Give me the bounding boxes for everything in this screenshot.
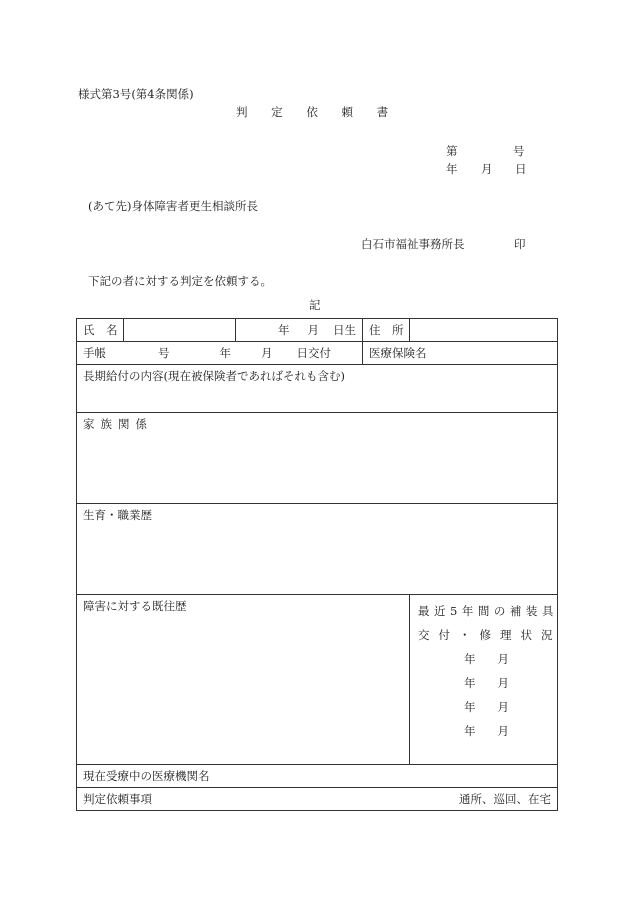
title-char: 依 bbox=[306, 105, 318, 119]
family-row bbox=[77, 413, 558, 504]
history-label: 障害に対する既往歴 bbox=[83, 599, 187, 613]
date-day: 日 bbox=[515, 162, 527, 176]
title-char: 書 bbox=[376, 105, 389, 119]
birth-day-label: 日生 bbox=[333, 323, 356, 337]
equipment-month-label: 月 bbox=[497, 724, 509, 738]
document-title bbox=[236, 104, 408, 120]
form-number: 様式第3号(第4条関係) bbox=[78, 87, 194, 101]
long-term-benefit-label: 長期給付の内容(現在被保険者であればそれも含む) bbox=[83, 369, 345, 383]
sender-name: 白石市福祉事務所長 bbox=[361, 237, 465, 251]
issue-day-label: 日交付 bbox=[296, 346, 331, 360]
intro-text: 下記の者に対する判定を依頼する。 bbox=[88, 274, 272, 288]
issue-year-label: 年 bbox=[219, 346, 231, 360]
equipment-month-label: 月 bbox=[497, 676, 509, 690]
addressee: (あて先)身体障害者更生相談所長 bbox=[88, 199, 258, 213]
date-month: 月 bbox=[481, 162, 493, 176]
current-medical-row bbox=[77, 765, 558, 788]
request-form-table bbox=[76, 318, 562, 811]
equipment-year-label: 年 bbox=[464, 676, 476, 690]
name-row bbox=[77, 319, 558, 342]
name-label: 氏 名 bbox=[77, 319, 124, 342]
equipment-month-label: 月 bbox=[497, 700, 509, 714]
notebook-number-label: 号 bbox=[158, 346, 170, 360]
address-field[interactable] bbox=[410, 319, 558, 342]
career-row bbox=[77, 504, 558, 595]
equipment-field[interactable] bbox=[410, 595, 562, 765]
current-medical-label: 現在受療中の医療機関名 bbox=[83, 769, 210, 783]
notebook-row bbox=[77, 342, 558, 365]
family-label: 家族関係 bbox=[83, 417, 153, 431]
equipment-year-label: 年 bbox=[464, 652, 476, 666]
request-items-field[interactable] bbox=[77, 788, 558, 811]
document-number-suffix: 号 bbox=[513, 144, 525, 158]
insurance-field[interactable] bbox=[363, 342, 558, 365]
history-row bbox=[77, 595, 558, 765]
date-year: 年 bbox=[446, 162, 458, 176]
request-items-label: 判定依頼事項 bbox=[83, 792, 152, 806]
birth-year-label: 年 bbox=[278, 323, 290, 337]
title-char: 判 bbox=[236, 105, 248, 119]
seal-mark: 印 bbox=[514, 237, 526, 251]
career-label: 生育・職業歴 bbox=[83, 508, 152, 522]
request-options[interactable]: 通所、巡回、在宅 bbox=[459, 792, 551, 806]
history-field[interactable] bbox=[77, 595, 410, 765]
notebook-label: 手帳 bbox=[83, 346, 106, 360]
career-field[interactable] bbox=[77, 504, 558, 595]
long-term-benefit-field[interactable] bbox=[77, 365, 558, 413]
birth-date-field[interactable] bbox=[236, 319, 363, 342]
name-field[interactable] bbox=[124, 319, 236, 342]
title-char: 定 bbox=[271, 105, 283, 119]
equipment-heading-1: 最近5年間の補装具 bbox=[418, 604, 558, 618]
family-field[interactable] bbox=[77, 413, 558, 504]
equipment-year-label: 年 bbox=[464, 700, 476, 714]
equipment-heading-2: 交付・修理状況 bbox=[418, 628, 562, 642]
title-char: 頼 bbox=[341, 105, 353, 119]
equipment-date-row bbox=[418, 651, 549, 667]
document-number-label: 第 bbox=[446, 144, 458, 158]
record-mark: 記 bbox=[309, 298, 321, 312]
request-items-row bbox=[77, 788, 558, 811]
issue-month-label: 月 bbox=[261, 346, 273, 360]
equipment-date-row bbox=[418, 699, 549, 715]
insurance-label: 医療保険名 bbox=[369, 346, 427, 360]
equipment-date-row bbox=[418, 675, 549, 691]
long-term-benefit-row bbox=[77, 365, 558, 413]
current-medical-field[interactable] bbox=[77, 765, 558, 788]
birth-month-label: 月 bbox=[307, 323, 319, 337]
notebook-field[interactable] bbox=[77, 342, 363, 365]
address-label: 住 所 bbox=[363, 319, 410, 342]
equipment-month-label: 月 bbox=[497, 652, 509, 666]
equipment-year-label: 年 bbox=[464, 724, 476, 738]
equipment-date-row bbox=[418, 723, 549, 739]
